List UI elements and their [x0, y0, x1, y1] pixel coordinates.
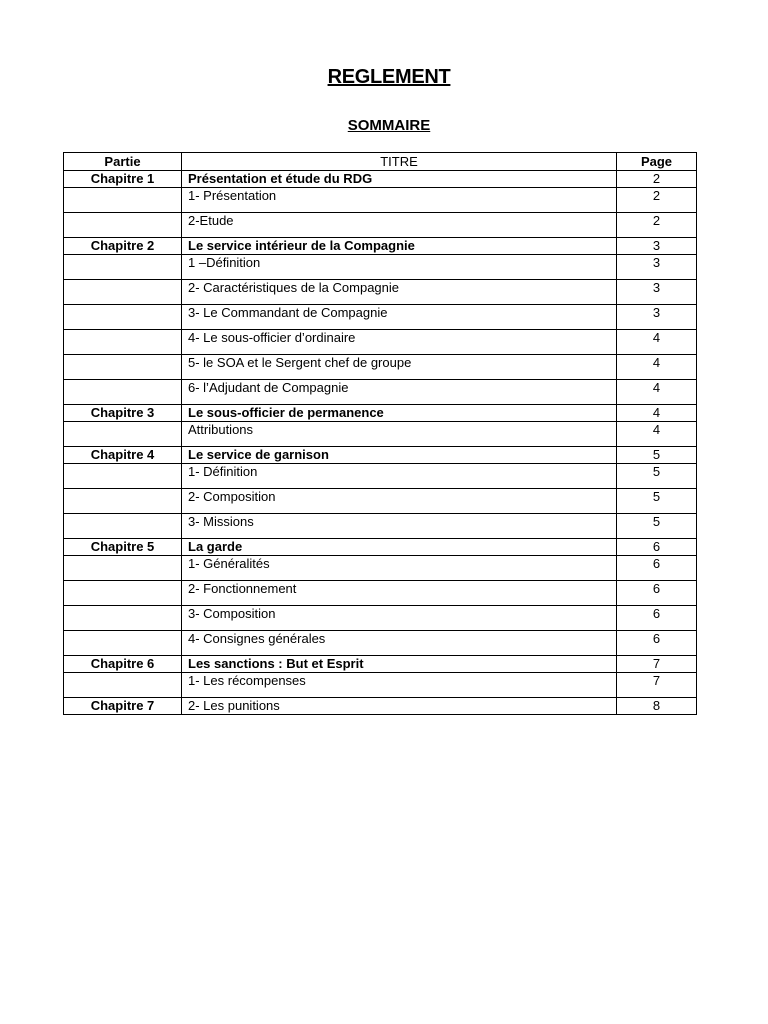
row-page: 4 [617, 405, 697, 422]
chapter-row [64, 698, 697, 715]
row-titre: 2- Caractéristiques de la Compagnie [182, 280, 617, 305]
row-titre: Le sous-officier de permanence [182, 405, 617, 422]
row-titre: 1- Les récompenses [182, 673, 617, 698]
table-row [64, 305, 697, 330]
row-titre: 2- Fonctionnement [182, 581, 617, 606]
row-page: 4 [617, 422, 697, 447]
row-titre: 5- le SOA et le Sergent chef de groupe [182, 355, 617, 380]
row-titre: 1- Définition [182, 464, 617, 489]
row-page: 6 [617, 606, 697, 631]
table-header-row [64, 153, 697, 171]
row-titre: Présentation et étude du RDG [182, 171, 617, 188]
row-partie [64, 305, 182, 330]
row-titre: Le service de garnison [182, 447, 617, 464]
table-row [64, 606, 697, 631]
row-partie [64, 355, 182, 380]
row-page: 3 [617, 280, 697, 305]
row-page: 7 [617, 656, 697, 673]
row-page: 5 [617, 464, 697, 489]
row-partie [64, 188, 182, 213]
row-page: 5 [617, 489, 697, 514]
row-page: 5 [617, 514, 697, 539]
row-page: 4 [617, 330, 697, 355]
table-row [64, 631, 697, 656]
table-row [64, 422, 697, 447]
row-partie [64, 606, 182, 631]
row-partie [64, 422, 182, 447]
table-row [64, 280, 697, 305]
chapter-row [64, 656, 697, 673]
row-partie [64, 673, 182, 698]
row-titre: 3- Le Commandant de Compagnie [182, 305, 617, 330]
row-titre: Les sanctions : But et Esprit [182, 656, 617, 673]
row-partie [64, 280, 182, 305]
row-partie [64, 514, 182, 539]
row-page: 6 [617, 581, 697, 606]
row-page: 3 [617, 238, 697, 255]
table-row [64, 213, 697, 238]
row-partie: Chapitre 2 [64, 238, 182, 255]
table-row [64, 514, 697, 539]
row-page: 5 [617, 447, 697, 464]
document-title: REGLEMENT [327, 66, 451, 88]
row-page: 8 [617, 698, 697, 715]
row-partie: Chapitre 1 [64, 171, 182, 188]
table-row [64, 673, 697, 698]
row-partie: Chapitre 5 [64, 539, 182, 556]
row-partie [64, 489, 182, 514]
row-partie: Chapitre 6 [64, 656, 182, 673]
row-page: 6 [617, 556, 697, 581]
chapter-row [64, 405, 697, 422]
row-page: 3 [617, 305, 697, 330]
row-titre: Le service intérieur de la Compagnie [182, 238, 617, 255]
row-partie [64, 380, 182, 405]
row-partie: Chapitre 4 [64, 447, 182, 464]
row-partie [64, 631, 182, 656]
row-page: 4 [617, 355, 697, 380]
row-page: 2 [617, 171, 697, 188]
row-titre: 1- Présentation [182, 188, 617, 213]
table-row [64, 188, 697, 213]
row-partie [64, 213, 182, 238]
chapter-row [64, 171, 697, 188]
row-partie [64, 464, 182, 489]
table-of-contents [63, 152, 697, 715]
table-row [64, 255, 697, 280]
chapter-row [64, 238, 697, 255]
row-partie: Chapitre 3 [64, 405, 182, 422]
table-row [64, 489, 697, 514]
row-titre: Attributions [182, 422, 617, 447]
table-row [64, 380, 697, 405]
chapter-row [64, 447, 697, 464]
row-page: 7 [617, 673, 697, 698]
row-partie [64, 556, 182, 581]
table-row [64, 464, 697, 489]
chapter-row [64, 539, 697, 556]
header-titre: TITRE [182, 153, 617, 171]
row-partie [64, 255, 182, 280]
table-row [64, 355, 697, 380]
row-titre: 2-Etude [182, 213, 617, 238]
row-titre: La garde [182, 539, 617, 556]
header-page: Page [617, 153, 697, 171]
table-body [64, 171, 697, 715]
row-page: 6 [617, 539, 697, 556]
row-titre: 3- Composition [182, 606, 617, 631]
row-titre: 6- l’Adjudant de Compagnie [182, 380, 617, 405]
row-titre: 4- Consignes générales [182, 631, 617, 656]
row-titre: 2- Les punitions [182, 698, 617, 715]
table-row [64, 581, 697, 606]
row-page: 2 [617, 188, 697, 213]
row-page: 4 [617, 380, 697, 405]
row-titre: 2- Composition [182, 489, 617, 514]
row-partie [64, 581, 182, 606]
table-row [64, 330, 697, 355]
table-row [64, 556, 697, 581]
row-titre: 1- Généralités [182, 556, 617, 581]
row-titre: 1 –Définition [182, 255, 617, 280]
row-page: 6 [617, 631, 697, 656]
document-subtitle: SOMMAIRE [347, 117, 431, 134]
row-partie [64, 330, 182, 355]
row-titre: 3- Missions [182, 514, 617, 539]
row-partie: Chapitre 7 [64, 698, 182, 715]
row-page: 2 [617, 213, 697, 238]
row-page: 3 [617, 255, 697, 280]
row-titre: 4- Le sous-officier d’ordinaire [182, 330, 617, 355]
header-partie: Partie [64, 153, 182, 171]
